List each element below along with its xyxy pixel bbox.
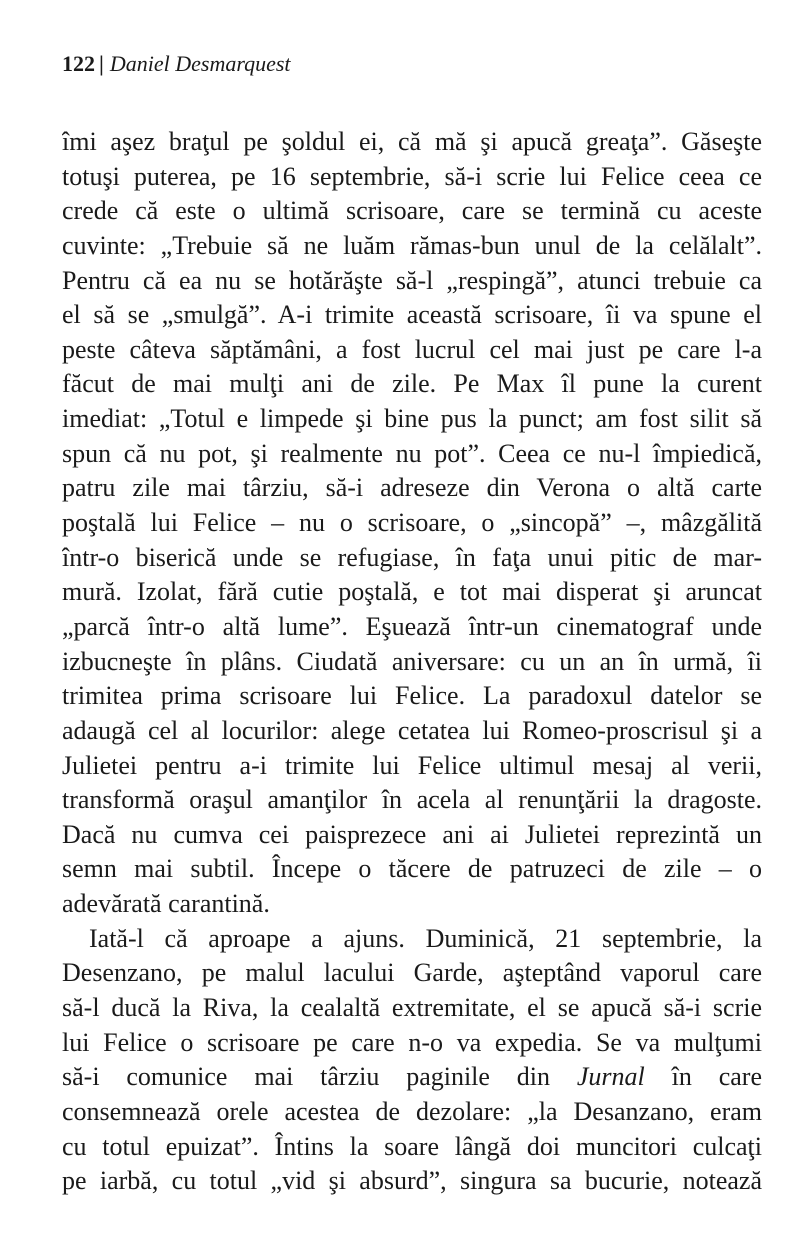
text-segment: în care: [644, 1062, 762, 1092]
text-line: patru zile mai târziu, să-i adreseze din Verona o altă carte: [62, 473, 762, 503]
text-line: adaugă cel al locurilor: alege cetatea lui Romeo-proscrisul şi a: [62, 715, 762, 745]
page-number: 122: [62, 51, 95, 76]
text-line: Julietei pentru a-i trimite lui Felice ultimul mesaj al verii,: [62, 750, 762, 780]
body-text: [62, 125, 762, 1199]
text-line: semn mai subtil. Începe o tăcere de patruzeci de zile – o: [62, 854, 762, 884]
text-line: cuvinte: „Trebuie să ne luăm rămas-bun unul de la celălalt”.: [62, 230, 762, 260]
text-segment: să-i comunice mai târziu paginile din: [62, 1062, 577, 1092]
text-line: pe iarbă, cu totul „vid şi absurd”, singura sa bucurie, notează: [62, 1166, 762, 1196]
text-line: îmi aşez braţul pe şoldul ei, că mă şi apucă greaţa”. Găseşte: [62, 127, 762, 156]
text-line: imediat: „Totul e limpede şi bine pus la punct; am fost silit să: [62, 404, 762, 434]
text-line: Pentru că ea nu se hotărăşte să-l „respingă”, atunci trebuie ca: [62, 265, 762, 295]
text-line: Desenzano, pe malul lacului Garde, aşteptând vaporul care: [62, 958, 762, 988]
running-header: [62, 50, 291, 78]
text-line: Iată-l că aproape a ajuns. Duminică, 21 septembrie, la: [89, 923, 762, 953]
text-line: poştală lui Felice – nu o scrisoare, o „sincopă” –, mâzgălită: [62, 508, 762, 538]
header-separator: |: [99, 51, 104, 76]
text-line: trimitea prima scrisoare lui Felice. La paradoxul datelor se: [62, 681, 762, 711]
text-line: lui Felice o scrisoare pe care n-o va expedia. Se va mulţumi: [62, 1027, 762, 1057]
text-line: „parcă într-o altă lume”. Eşuează într-un cinematograf unde: [62, 611, 762, 641]
text-line: adevărată carantină.: [62, 889, 270, 919]
text-line: cu totul epuizat”. Întins la soare lângă doi muncitori culcaţi: [62, 1131, 762, 1161]
text-line: spun că nu pot, şi realmente nu pot”. Ceea ce nu-l împiedică,: [62, 438, 762, 468]
text-line: să-l ducă la Riva, la cealaltă extremitate, el se apucă să-i scrie: [62, 993, 762, 1023]
text-line: mură. Izolat, fără cutie poştală, e tot mai disperat şi aruncat: [62, 577, 762, 607]
text-line: [62, 1060, 762, 1095]
text-line: peste câteva săptămâni, a fost lucrul cel mai just pe care l-a: [62, 334, 762, 364]
text-line: făcut de mai mulţi ani de zile. Pe Max îl pune la curent: [62, 369, 762, 399]
text-line: consemnează orele acestea de dezolare: „la Desanzano, eram: [62, 1096, 762, 1126]
text-line: crede că este o ultimă scrisoare, care se termină cu aceste: [62, 196, 762, 226]
book-title-jurnal: Jurnal: [576, 1062, 645, 1092]
text-line: izbucneşte în plâns. Ciudată aniversare: cu un an în urmă, îi: [62, 646, 762, 676]
text-line: totuşi puterea, pe 16 septembrie, să-i scrie lui Felice ceea ce: [62, 161, 762, 191]
text-line: el să se „smulgă”. A-i trimite această scrisoare, îi va spune el: [62, 300, 762, 330]
text-line: transformă oraşul amanţilor în acela al renunţării la dragoste.: [62, 785, 762, 815]
text-line: într-o biserică unde se refugiase, în faţa unui pitic de mar-: [62, 542, 762, 572]
header-author: Daniel Desmarquest: [109, 51, 291, 76]
text-line: Dacă nu cumva cei paisprezece ani ai Julietei reprezintă un: [62, 819, 762, 849]
